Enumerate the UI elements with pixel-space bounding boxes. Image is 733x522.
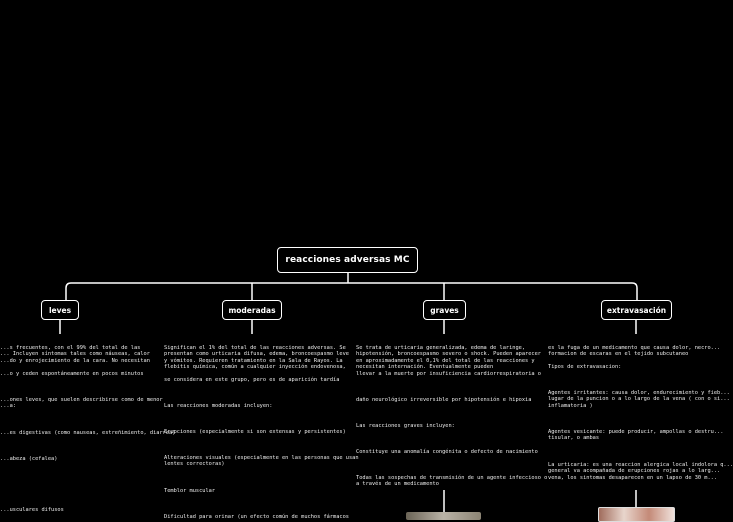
- root-topic[interactable]: [277, 247, 418, 273]
- moderadas-note-4[interactable]: Erupciones (especialmente si son extensas y persistentes): [164, 429, 346, 435]
- extravasacion-note-1[interactable]: es la fuga de un medicamento que causa dolor, necro... formacion de escaras en el tejido subcutaneo: [548, 345, 721, 358]
- extravasacion-image-thumbnail[interactable]: [598, 507, 675, 522]
- graves-note-1[interactable]: Se trata de urticaria generalizada, edema de laringe, hipotensión, broncoespasmo severo o shock. Pueden aparecer en aproximadamente el 0,1% del total de las reacciones y necesitan internación. Eventualmente pueden llevar a la muerte por insuficiencia cardiorrespiratoria o: [356, 345, 541, 377]
- bus-connector: [66, 283, 637, 300]
- branch-extravasacion[interactable]: [601, 300, 672, 320]
- moderadas-note-6[interactable]: Temblor muscular: [164, 488, 216, 494]
- extravasacion-note-2[interactable]: Tipos de extravasacion:: [548, 364, 622, 370]
- leves-note-6[interactable]: ...usculares difusos: [0, 507, 64, 513]
- moderadas-note-1[interactable]: Significan el 1% del total de las reacciones adversas. Se presentan como urticaria difusa, edema, broncoespasmo leve y vómitos. Requieren tratamiento en la Sala de Rayos. La flebitis química, común a cualquier inyección endovenosa,: [164, 345, 349, 371]
- extravasacion-note-5[interactable]: La urticaria: es una reaccion alergica local indolora q... general va acompañada de erupciones rojas a lo larg... vena, los sintomas desaparecen en un lapso de 30 m...: [548, 462, 733, 481]
- graves-note-4[interactable]: Constituye una anomalía congénita o defecto de nacimiento: [356, 449, 538, 455]
- leves-note-5[interactable]: ...abeza (cefalea): [0, 456, 58, 462]
- branch-leves-label: leves: [48, 305, 72, 315]
- moderadas-note-5[interactable]: Alteraciones visuales (especialmente en las personas que usan lentes correctoras): [164, 455, 359, 468]
- leves-note-2[interactable]: ...o y ceden espontáneamente en pocos minutos: [0, 371, 144, 377]
- moderadas-note-2[interactable]: se considera en este grupo, pero es de aparición tardía: [164, 377, 340, 383]
- leves-note-1[interactable]: ...s frecuentes, con el 99% del total de las ... Incluyen síntomas tales como náuseas, calor ...do y enrojecimiento de la cara. No necesitan: [0, 345, 150, 364]
- root-topic-label: reacciones adversas MC: [285, 255, 410, 265]
- extravasacion-note-4[interactable]: Agentes vesicante: puede producir, ampollas o destru... tisular, o ambas: [548, 429, 724, 442]
- moderadas-note-3[interactable]: Las reacciones moderadas incluyen:: [164, 403, 273, 409]
- graves-note-5[interactable]: Todas las sospechas de transmisión de un agente infeccioso o a través de un medicamento: [356, 475, 548, 488]
- leves-note-3[interactable]: ...ones leves, que suelen describirse como de menor ...a:: [0, 397, 163, 410]
- branch-graves-label: graves: [430, 305, 459, 315]
- branch-graves[interactable]: [423, 300, 466, 320]
- branch-extravasacion-label: extravasación: [606, 305, 667, 315]
- moderadas-note-7[interactable]: Dificultad para orinar (un efecto común de muchos fármacos: [164, 514, 349, 520]
- graves-note-2[interactable]: daño neurológico irreversible por hipotensión e hipoxia: [356, 397, 532, 403]
- leves-note-4[interactable]: ...es digestivas (como nauseas, estreñimiento, diarrea): [0, 430, 176, 436]
- branch-moderadas[interactable]: [222, 300, 282, 320]
- branch-leves[interactable]: [41, 300, 79, 320]
- extravasacion-note-3[interactable]: Agentes irritantes: causa dolor, endurecimiento y fieb... lugar de la puncion o a lo largo de la vena ( con o si... inflamatoria ): [548, 390, 730, 409]
- graves-note-3[interactable]: Las reacciones graves incluyen:: [356, 423, 455, 429]
- branch-moderadas-label: moderadas: [228, 305, 276, 315]
- graves-image-thumbnail[interactable]: [406, 512, 481, 520]
